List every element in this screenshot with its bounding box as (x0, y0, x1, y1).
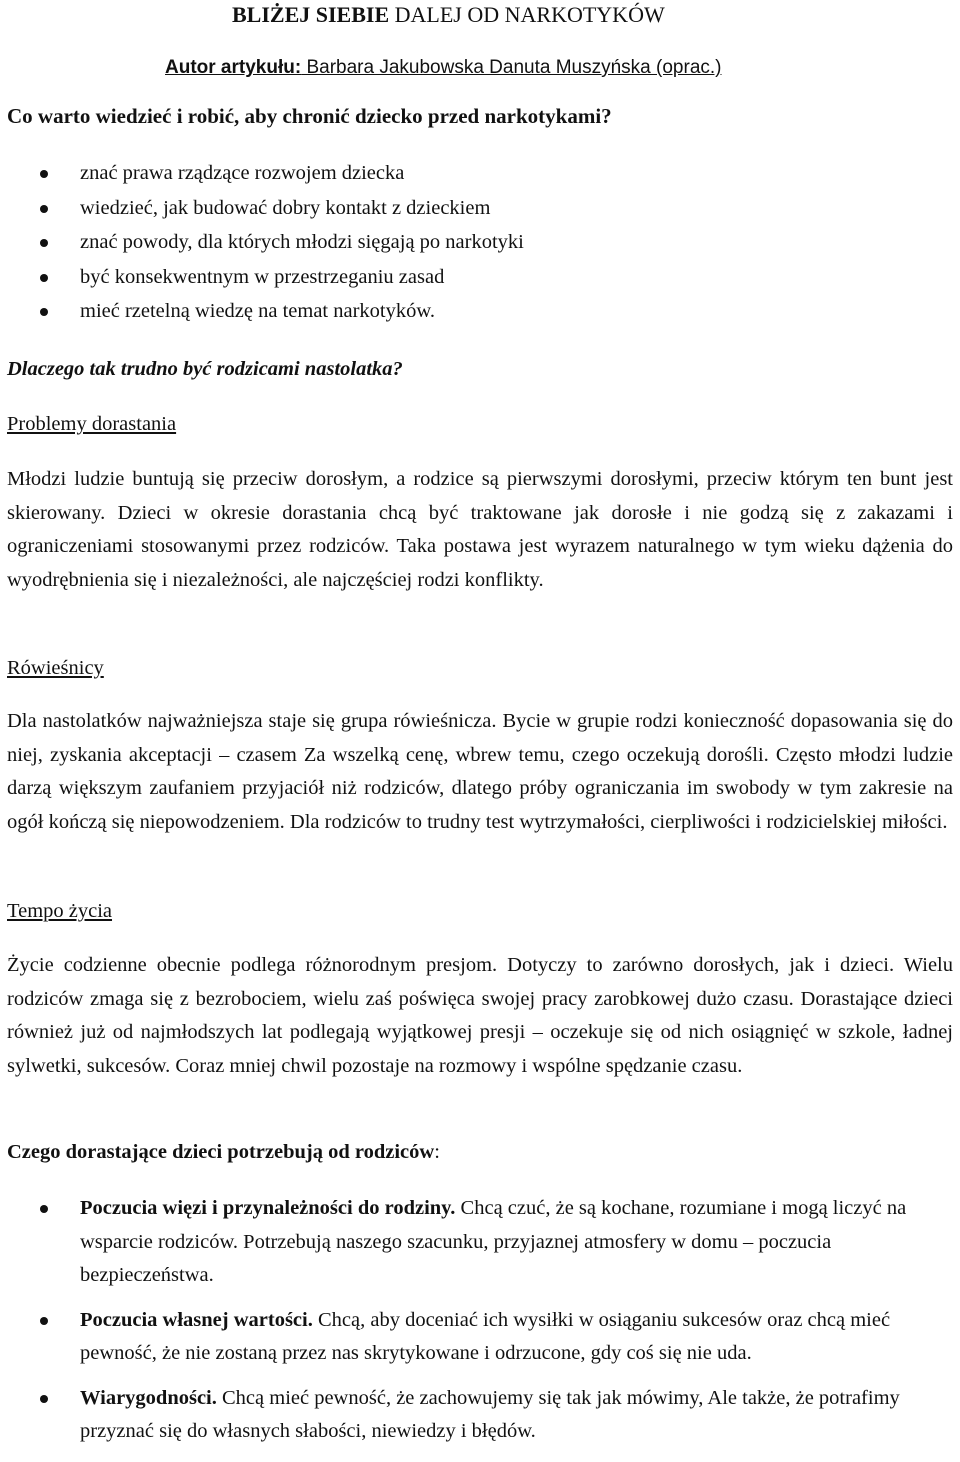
bullet-icon (40, 1317, 48, 1325)
bullet-icon (40, 170, 48, 178)
bullet-icon (40, 308, 48, 316)
list-item-text: mieć rzetelną wiedzę na temat narkotyków. (80, 300, 435, 322)
need-title: Poczucia własnej wartości. (80, 1308, 313, 1331)
list-item (0, 1304, 950, 1371)
article-title-rest: DALEJ OD NARKOTYKÓW (389, 2, 665, 27)
bullet-icon (40, 1205, 48, 1213)
need-title: Poczucia więzi i przynależności do rodziny. (80, 1197, 456, 1219)
bullet-icon (40, 274, 48, 282)
list-item (0, 1382, 950, 1449)
author-label: Autor artykułu: (165, 57, 302, 78)
peers-heading: Rówieśnicy (7, 657, 104, 679)
need-text: Chcą mieć pewność, że zachowujemy się tak jak mówimy, Ale także, że potrafimy przyznać się do własnych słabości, niewiedzy i błędów. (80, 1386, 900, 1442)
problems-heading: Problemy dorastania (7, 413, 177, 435)
main-question: Co warto wiedzieć i robić, aby chronić dziecko przed narkotykami? (7, 104, 612, 128)
list-item-text: wiedzieć, jak budować dobry kontakt z dzieckiem (80, 196, 491, 219)
needs-heading (7, 1139, 440, 1165)
bullet-icon (40, 1395, 48, 1403)
list-item-text: znać prawa rządzące rozwojem dziecka (80, 162, 405, 184)
why-hard-heading: Dlaczego tak trudno być rodzicami nastolatka? (7, 358, 403, 380)
need-text: Chcą, aby doceniać ich wysiłki w osiąganiu sukcesów oraz chcą mieć pewność, że nie zostaną przez nas skrytykowane i odrzucone, gdy coś się nie uda. (80, 1308, 891, 1364)
list-item (0, 294, 524, 329)
need-text: Chcą czuć, że są kochane, rozumiane i mogą liczyć na wsparcie rodziców. Potrzebują naszego szacunku, przyjaznej atmosfery w domu – poczucia bezpieczeństwa. (80, 1197, 907, 1286)
tempo-paragraph: Życie codzienne obecnie podlega różnorodnym presjom. Dotyczy to zarówno dorosłych, jak i dzieci. Wielu rodziców zmaga się z bezrobociem, wielu zaś poświęca swojej pracy zarobkowej dużo czasu. Dorastające dzieci również już od najmłodszych lat podlegają wyjątkowej presji – oczekuje się od nich osiągnięć w szkole, ładnej sylwetki, sukcesów. Coraz mniej chwil pozostaje na rozmowy i wspólne spędzanie czasu. (7, 954, 953, 1077)
tips-list (0, 156, 524, 329)
list-item (0, 156, 524, 191)
author-line (165, 55, 722, 81)
bullet-icon (40, 205, 48, 213)
needs-heading-bold: Czego dorastające dzieci potrzebują od rodziców (7, 1141, 435, 1163)
list-item (0, 1192, 950, 1293)
list-item (0, 225, 524, 260)
article-title (232, 2, 665, 28)
article-title-bold: BLIŻEJ SIEBIE (232, 2, 390, 27)
author-names: Barbara Jakubowska Danuta Muszyńska (oprac.) (301, 57, 722, 78)
list-item-text: być konsekwentnym w przestrzeganiu zasad (80, 265, 445, 288)
list-item (0, 191, 524, 226)
bullet-icon (40, 239, 48, 247)
list-item (0, 260, 524, 295)
needs-heading-colon: : (434, 1141, 440, 1163)
list-item-text: znać powody, dla których młodzi sięgają po narkotyki (80, 231, 524, 253)
problems-paragraph: Młodzi ludzie buntują się przeciw dorosłym, a rodzice są pierwszymi dorosłymi, przeciw którym ten bunt jest skierowany. Dzieci w okresie dorastania chcą być traktowane jak dorosłe i nie godzą się z zakazami i ograniczeniami stosowanymi przez rodziców. Taka postawa jest wyrazem naturalnego w tym wieku dążenia do wyodrębnienia się i niezależności, ale najczęściej rodzi konflikty. (7, 468, 953, 591)
needs-list (0, 1192, 950, 1460)
need-title: Wiarygodności. (80, 1386, 217, 1409)
peers-paragraph: Dla nastolatków najważniejsza staje się grupa rówieśnicza. Bycie w grupie rodzi konieczność dopasowania się do niej, zyskania akceptacji – czasem Za wszelką cenę, wbrew temu, czego oczekują dorośli. Często młodzi ludzie darzą większym zaufaniem przyjaciół niż rodziców, dlatego próby ograniczania im swobody w tym zakresie na ogół kończą się niepowodzeniem. Dla rodziców to trudny test wytrzymałości, cierpliwości i rodzicielskiej miłości. (7, 710, 953, 833)
tempo-heading: Tempo życia (7, 900, 113, 922)
